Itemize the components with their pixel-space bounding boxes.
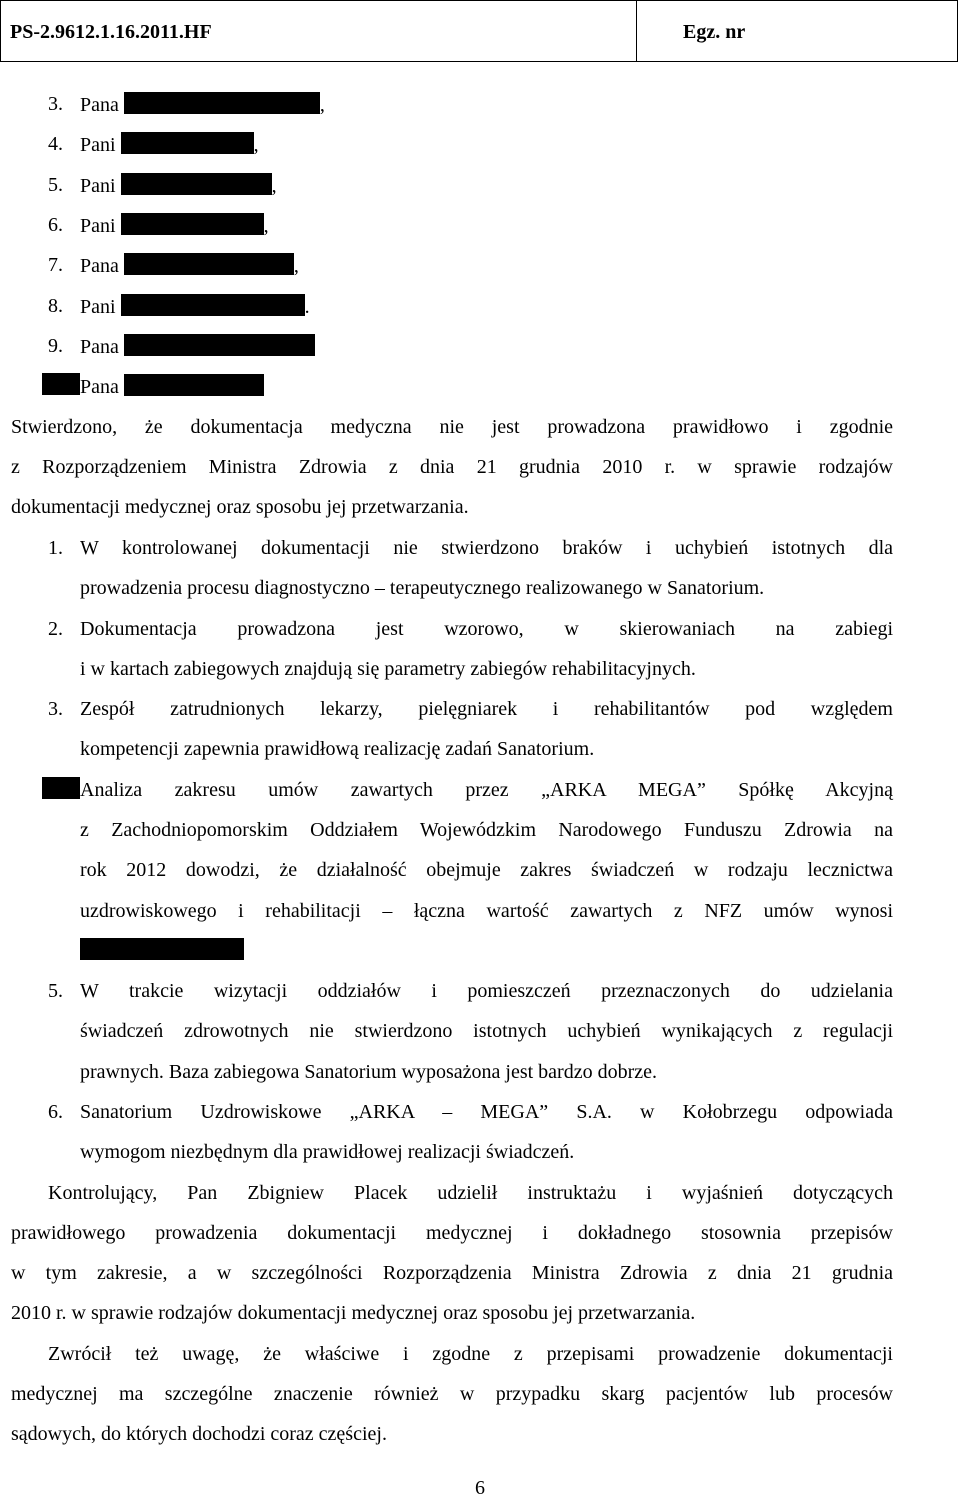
redaction-block	[124, 253, 294, 275]
list-number: 3.	[48, 93, 63, 115]
copy-number-label: Egz. nr	[683, 21, 746, 43]
text-line: Analiza zakresu umów zawartych przez „ARKA MEGA” Spółkę Akcyjną	[80, 779, 893, 801]
text-line: dokumentacji medycznej oraz sposobu jej przetwarzania.	[11, 496, 469, 518]
list-number: 8.	[48, 295, 63, 317]
redaction-block	[121, 213, 264, 235]
text-line: medycznej ma szczególne znaczenie również w przypadku skarg pacjentów lub procesów	[11, 1383, 893, 1405]
text-line: 2010 r. w sprawie rodzajów dokumentacji medycznej oraz sposobu jej przetwarzania.	[11, 1302, 696, 1324]
list-number: 7.	[48, 254, 63, 276]
list-number: 4.	[48, 133, 63, 155]
list-number: 6.	[48, 1101, 63, 1123]
document-header	[0, 0, 958, 62]
list-number: 6.	[48, 214, 63, 236]
text-line: z Rozporządzeniem Ministra Zdrowia z dnia 21 grudnia 2010 r. w sprawie rodzajów	[11, 456, 893, 478]
document-id: PS-2.9612.1.16.2011.HF	[1, 1, 637, 61]
redaction-block	[121, 294, 305, 316]
text-line: W kontrolowanej dokumentacji nie stwierdzono braków i uchybień istotnych dla	[80, 537, 893, 559]
text-line: prawidłowego prowadzenia dokumentacji medycznej i dokładnego stosownia przepisów	[11, 1222, 893, 1244]
page-number: 6	[475, 1477, 485, 1499]
list-item: Pani ,	[80, 175, 277, 197]
text-line: Zwrócił też uwagę, że właściwe i zgodne z przepisami prowadzenie dokumentacji	[48, 1343, 893, 1365]
text-line: Stwierdzono, że dokumentacja medyczna nie jest prowadzona prawidłowo i zgodnie	[11, 416, 893, 438]
text-line: Zespół zatrudnionych lekarzy, pielęgniarek i rehabilitantów pod względem	[80, 698, 893, 720]
list-number: 9.	[48, 335, 63, 357]
list-number: 1.	[48, 537, 63, 559]
text-line: Dokumentacja prowadzona jest wzorowo, w skierowaniach na zabiegi	[80, 618, 893, 640]
redaction-block	[121, 132, 254, 154]
redaction-block	[124, 334, 315, 356]
list-item: Pani ,	[80, 134, 259, 156]
list-item: Pana ,	[80, 255, 299, 277]
text-line: z Zachodniopomorskim Oddziałem Wojewódzkim Narodowego Funduszu Zdrowia na	[80, 819, 893, 841]
redaction-block	[124, 374, 264, 396]
text-line: kompetencji zapewnia prawidłową realizację zadań Sanatorium.	[80, 738, 595, 760]
list-number: 5.	[48, 174, 63, 196]
text-line: sądowych, do których dochodzi coraz częściej.	[11, 1423, 387, 1445]
text-line: i w kartach zabiegowych znajdują się parametry zabiegów rehabilitacyjnych.	[80, 658, 696, 680]
text-line: Sanatorium Uzdrowiskowe „ARKA – MEGA” S.A. w Kołobrzegu odpowiada	[80, 1101, 893, 1123]
redaction-block	[42, 777, 80, 799]
redaction-block	[124, 92, 320, 114]
list-number: 2.	[48, 618, 63, 640]
redaction-block	[80, 938, 244, 960]
text-line: prowadzenia procesu diagnostyczno – terapeutycznego realizowanego w Sanatorium.	[80, 577, 765, 599]
list-item: Pani .	[80, 296, 310, 318]
list-item: Pani ,	[80, 215, 269, 237]
text-line: wymogom niezbędnym dla prawidłowej realizacji świadczeń.	[80, 1141, 575, 1163]
list-item: Pana	[80, 374, 264, 399]
text-line: W trakcie wizytacji oddziałów i pomieszczeń przeznaczonych do udzielania	[80, 980, 893, 1002]
list-number: 3.	[48, 698, 63, 720]
list-number: 5.	[48, 980, 63, 1002]
redaction-block	[42, 373, 80, 395]
text-line: uzdrowiskowego i rehabilitacji – łączna wartość zawartych z NFZ umów wynosi	[80, 900, 893, 922]
text-line: rok 2012 dowodzi, że działalność obejmuje zakres świadczeń w rodzaju lecznictwa	[80, 859, 893, 881]
list-item: Pana	[80, 334, 315, 359]
text-line: Kontrolujący, Pan Zbigniew Placek udzielił instruktażu i wyjaśnień dotyczących	[48, 1182, 893, 1204]
text-line: świadczeń zdrowotnych nie stwierdzono istotnych uchybień wynikających z regulacji	[80, 1020, 893, 1042]
list-item: Pana ,	[80, 94, 325, 116]
text-line: prawnych. Baza zabiegowa Sanatorium wyposażona jest bardzo dobrze.	[80, 1061, 658, 1083]
redaction-block	[121, 173, 272, 195]
text-line: w tym zakresie, a w szczególności Rozporządzenia Ministra Zdrowia z dnia 21 grudnia	[11, 1262, 893, 1284]
